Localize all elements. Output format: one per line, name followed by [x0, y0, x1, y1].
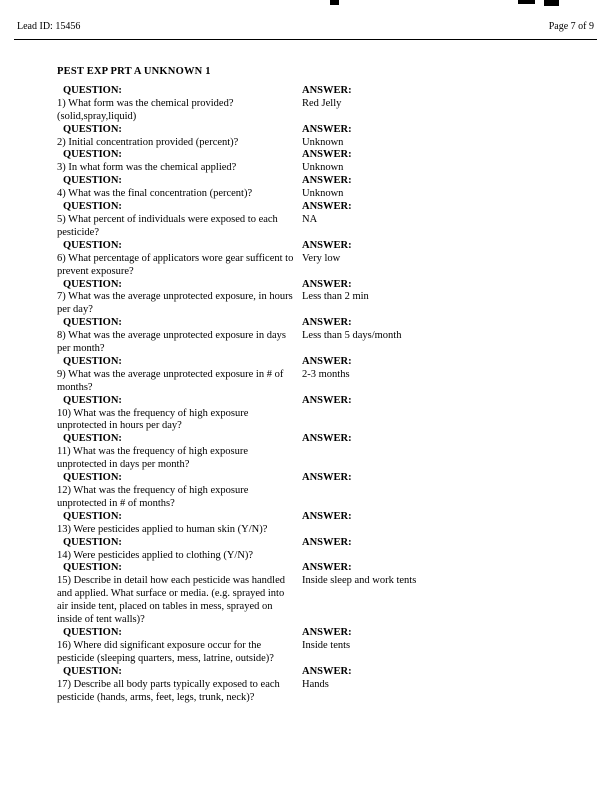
question-text: 12) What was the frequency of high exposure unprotected in # of months? [57, 485, 249, 509]
answer-cell [302, 317, 562, 356]
question-cell [57, 317, 302, 356]
question-label: QUESTION: [63, 665, 122, 677]
question-cell [57, 356, 302, 395]
answer-label: ANSWER: [302, 472, 352, 484]
header-rule [14, 39, 597, 40]
answer-label: ANSWER: [302, 201, 352, 213]
question-cell [57, 395, 302, 434]
page-header [17, 21, 594, 32]
question-cell [57, 279, 302, 318]
question-label: QUESTION: [63, 562, 122, 574]
question-cell [57, 666, 302, 705]
lead-id: Lead ID: 15456 [17, 21, 81, 32]
qa-row [57, 85, 562, 124]
answer-text: Less than 5 days/month [302, 330, 402, 342]
qa-row [57, 201, 562, 240]
question-text: 2) Initial concentration provided (percent)? [57, 136, 239, 148]
question-cell [57, 149, 302, 175]
answer-label: ANSWER: [302, 123, 352, 135]
question-label: QUESTION: [63, 239, 122, 251]
question-label: QUESTION: [63, 510, 122, 522]
question-label: QUESTION: [63, 175, 122, 187]
question-cell [57, 201, 302, 240]
answer-label: ANSWER: [302, 562, 352, 574]
qa-row [57, 666, 562, 705]
qa-row [57, 149, 562, 175]
answer-label: ANSWER: [302, 355, 352, 367]
answer-text: Less than 2 min [302, 291, 369, 303]
answer-text: Very low [302, 252, 341, 264]
answer-text: Unknown [302, 136, 344, 148]
answer-cell [302, 511, 562, 537]
question-label: QUESTION: [63, 201, 122, 213]
answer-cell [302, 201, 562, 240]
question-cell [57, 627, 302, 666]
answer-text: Inside sleep and work tents [302, 575, 417, 587]
question-text: 16) Where did significant exposure occur for the pesticide (sleeping quarters, mess, latrine, outside)? [57, 639, 274, 664]
answer-label: ANSWER: [302, 665, 352, 677]
question-cell [57, 85, 302, 124]
question-text: 11) What was the frequency of high exposure unprotected in days per month? [57, 446, 248, 471]
qa-row [57, 175, 562, 201]
qa-row [57, 627, 562, 666]
question-text: 5) What percent of individuals were exposed to each pesticide? [57, 213, 278, 238]
qa-row [57, 240, 562, 279]
answer-cell [302, 627, 562, 666]
question-label: QUESTION: [63, 278, 122, 290]
qa-row [57, 279, 562, 318]
answer-cell [302, 395, 562, 434]
answer-text: NA [302, 213, 318, 225]
question-text: 7) What was the average unprotected exposure, in hours per day? [57, 291, 293, 316]
answer-cell [302, 175, 562, 201]
qa-row [57, 317, 562, 356]
answer-cell [302, 279, 562, 318]
question-cell [57, 472, 302, 511]
question-cell [57, 240, 302, 279]
answer-text: Inside tents [302, 639, 351, 651]
answer-text: Red Jelly [302, 97, 342, 109]
answer-label: ANSWER: [302, 239, 352, 251]
page-title: PEST EXP PRT A UNKNOWN 1 [57, 66, 211, 77]
answer-cell [302, 85, 562, 124]
answer-text: Hands [302, 678, 329, 690]
question-text: 1) What form was the chemical provided?(solid,spray,liquid) [57, 97, 234, 122]
answer-label: ANSWER: [302, 149, 352, 161]
question-label: QUESTION: [63, 355, 122, 367]
question-label: QUESTION: [63, 317, 122, 329]
scan-artifact [330, 0, 339, 5]
question-label: QUESTION: [63, 84, 122, 96]
answer-cell [302, 356, 562, 395]
page-number: Page 7 of 9 [548, 21, 594, 32]
answer-label: ANSWER: [302, 536, 352, 548]
answer-label: ANSWER: [302, 626, 352, 638]
answer-label: ANSWER: [302, 84, 352, 96]
answer-cell [302, 149, 562, 175]
qa-row [57, 124, 562, 150]
answer-label: ANSWER: [302, 510, 352, 522]
question-label: QUESTION: [63, 123, 122, 135]
question-text: 6) What percentage of applicators wore gear sufficent to prevent exposure? [57, 252, 294, 277]
question-cell [57, 433, 302, 472]
question-cell [57, 511, 302, 537]
answer-cell [302, 124, 562, 150]
question-text: 3) In what form was the chemical applied? [57, 162, 237, 174]
qa-row [57, 511, 562, 537]
question-text: 14) Were pesticides applied to clothing (Y/N)? [57, 549, 254, 561]
question-text: 13) Were pesticides applied to human skin (Y/N)? [57, 523, 268, 535]
answer-text: Unknown [302, 188, 344, 200]
question-label: QUESTION: [63, 626, 122, 638]
document-body [57, 66, 562, 704]
question-text: 17) Describe all body parts typically exposed to each pesticide (hands, arms, feet, legs, trunk, neck)? [57, 678, 280, 703]
question-label: QUESTION: [63, 433, 122, 445]
question-text: 15) Describe in detail how each pesticide was handled and applied. What surface or media. (e.g. sprayed into air inside tent, placed on tables in mess, sprayed on inside of tent walls)? [57, 575, 286, 626]
qa-row [57, 562, 562, 627]
qa-row [57, 356, 562, 395]
question-label: QUESTION: [63, 394, 122, 406]
scan-artifact [518, 0, 535, 4]
question-label: QUESTION: [63, 472, 122, 484]
question-text: 8) What was the average unprotected exposure in days per month? [57, 330, 286, 355]
scan-artifact [544, 0, 559, 6]
answer-label: ANSWER: [302, 317, 352, 329]
question-text: 4) What was the final concentration (percent)? [57, 188, 253, 200]
question-cell [57, 537, 302, 563]
question-cell [57, 124, 302, 150]
question-label: QUESTION: [63, 149, 122, 161]
answer-label: ANSWER: [302, 394, 352, 406]
answer-cell [302, 562, 562, 627]
answer-text: 2-3 months [302, 368, 350, 380]
answer-cell [302, 537, 562, 563]
qa-row [57, 395, 562, 434]
qa-row [57, 537, 562, 563]
qa-list [57, 85, 562, 705]
answer-text: Unknown [302, 162, 344, 174]
qa-row [57, 472, 562, 511]
question-cell [57, 562, 302, 627]
answer-cell [302, 666, 562, 705]
answer-label: ANSWER: [302, 175, 352, 187]
answer-label: ANSWER: [302, 433, 352, 445]
question-text: 10) What was the frequency of high exposure unprotected in hours per day? [57, 407, 249, 432]
qa-row [57, 433, 562, 472]
answer-cell [302, 472, 562, 511]
question-label: QUESTION: [63, 536, 122, 548]
question-text: 9) What was the average unprotected exposure in # of months? [57, 368, 284, 393]
answer-cell [302, 240, 562, 279]
answer-cell [302, 433, 562, 472]
answer-label: ANSWER: [302, 278, 352, 290]
question-cell [57, 175, 302, 201]
